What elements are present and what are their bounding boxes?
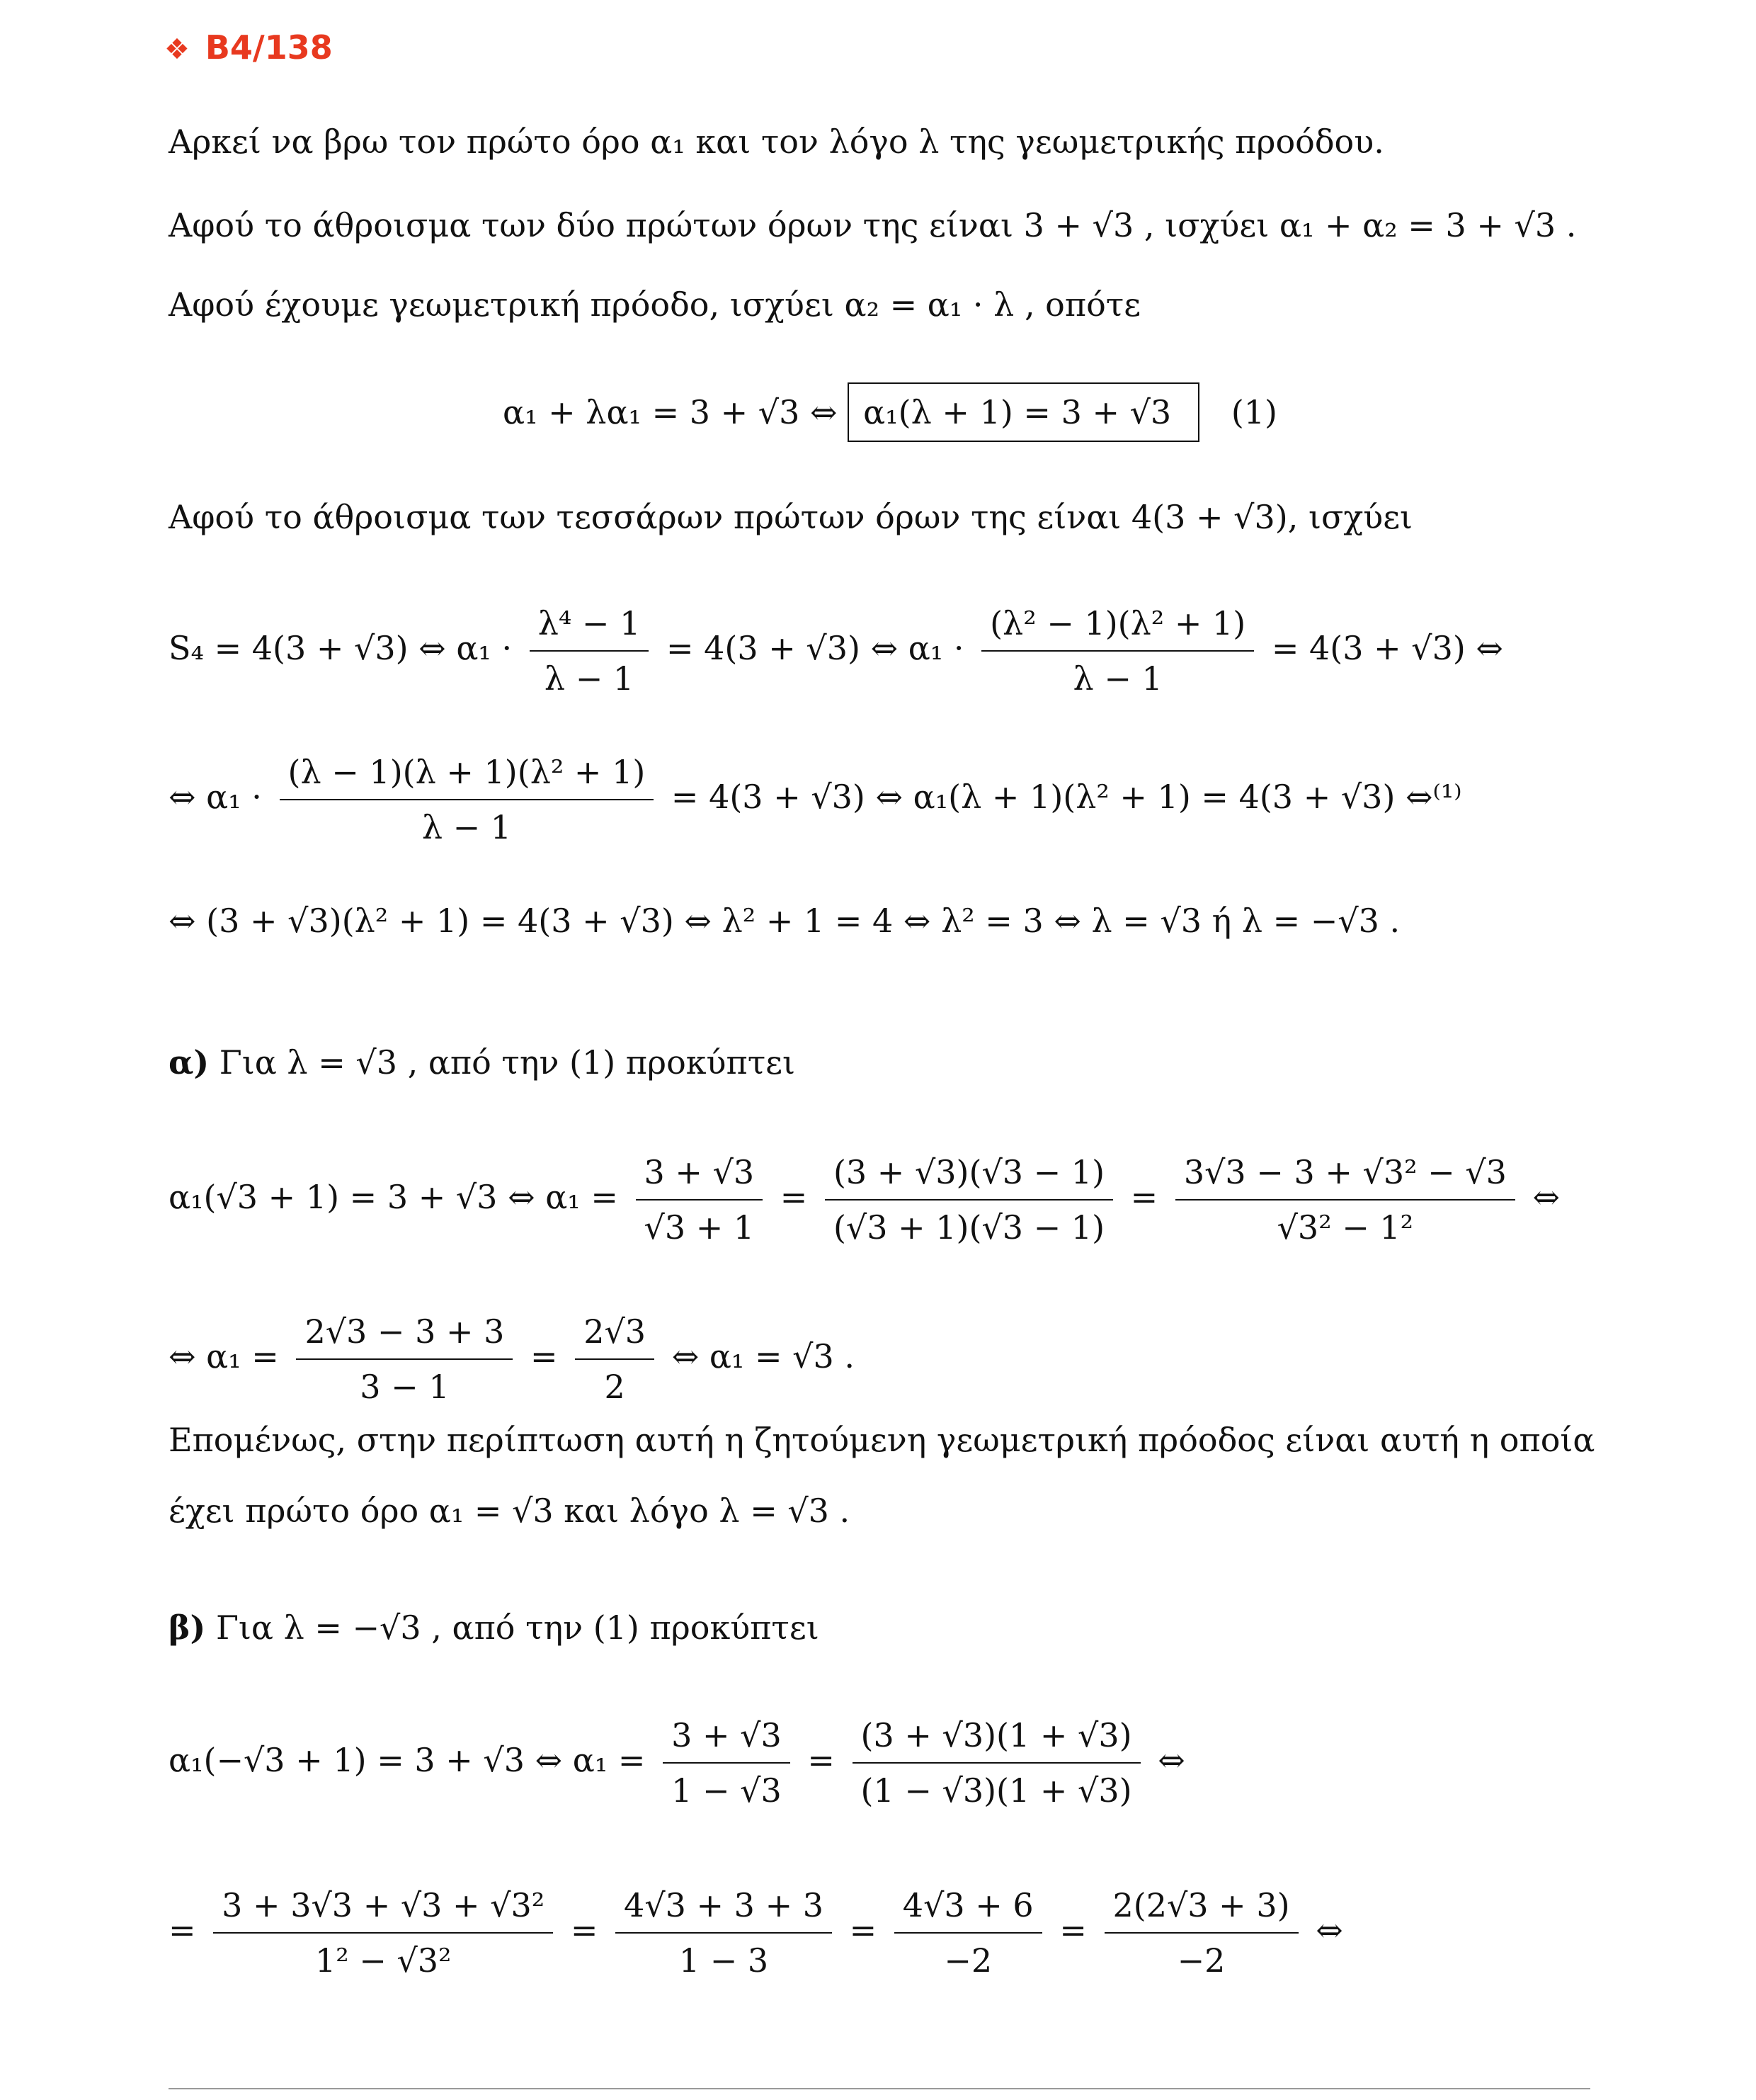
footer-divider — [169, 2088, 1590, 2089]
iff-symbol: ⇔ — [1158, 1741, 1185, 1779]
fraction-denominator: λ − 1 — [544, 659, 634, 698]
sum-formula-row — [169, 602, 1503, 700]
equals-sign: = — [807, 1741, 835, 1779]
fraction-numerator: λ⁴ − 1 — [530, 602, 649, 652]
equation-1-row — [503, 382, 1277, 442]
fraction — [615, 1884, 832, 1982]
fraction — [1175, 1151, 1515, 1249]
fraction — [663, 1714, 790, 1812]
fraction — [213, 1884, 553, 1982]
fraction — [981, 602, 1254, 700]
math-segment: ⇔ α₁ = √3 . — [671, 1337, 855, 1375]
sum-four-terms-line: Αφού το άθροισμα των τεσσάρων πρώτων όρων της είναι 4(3 + √3), ισχύει — [169, 498, 1413, 536]
math-segment: = 4(3 + √3) ⇔ α₁(λ + 1)(λ² + 1) = 4(3 + √3) ⇔⁽¹⁾ — [671, 778, 1462, 816]
geometric-relation-line: Αφού έχουμε γεωμετρική πρόοδο, ισχύει α₂ = α₁ · λ , οπότε — [169, 285, 1141, 324]
case-a-result-row — [169, 1310, 855, 1408]
case-b-text: Για λ = −√3 , από την (1) προκύπτει — [215, 1608, 819, 1647]
equals-sign: = — [530, 1337, 558, 1375]
fraction-numerator: 3√3 − 3 + √3² − √3 — [1175, 1151, 1515, 1201]
sum-two-terms-line: Αφού το άθροισμα των δύο πρώτων όρων της είναι 3 + √3 , ισχύει α₁ + α₂ = 3 + √3 . — [169, 206, 1577, 244]
fraction-denominator: 1 − √3 — [671, 1771, 782, 1810]
fraction — [825, 1151, 1113, 1249]
fraction — [296, 1310, 513, 1408]
equals-sign: = — [570, 1911, 598, 1949]
simplification-row — [169, 751, 1462, 848]
equals-sign: = — [849, 1911, 877, 1949]
equals-sign: = — [780, 1178, 808, 1216]
fraction — [575, 1310, 654, 1408]
case-a-conclusion-line-1: Επομένως, στην περίπτωση αυτή η ζητούμενη γεωμετρική πρόοδος είναι αυτή η οποία — [169, 1421, 1595, 1459]
iff-symbol: ⇔ — [1316, 1911, 1343, 1949]
case-a-conclusion-line-2: έχει πρώτο όρο α₁ = √3 και λόγο λ = √3 . — [169, 1492, 850, 1530]
fraction-denominator: λ − 1 — [1073, 659, 1163, 698]
fraction-denominator: √3² − 1² — [1277, 1208, 1414, 1247]
fraction-denominator: 1² − √3² — [314, 1941, 452, 1980]
fraction — [853, 1714, 1141, 1812]
intro-line: Αρκεί να βρω τον πρώτο όρο α₁ και τον λόγο λ της γεωμετρικής προόδου. — [169, 123, 1384, 161]
case-a-label: α) — [169, 1043, 210, 1082]
fraction-denominator: −2 — [1177, 1941, 1226, 1980]
equation-1-tag: (1) — [1231, 393, 1277, 431]
fraction-numerator: 4√3 + 6 — [894, 1884, 1042, 1934]
fraction-denominator: (1 − √3)(1 + √3) — [860, 1771, 1132, 1810]
iff-symbol: ⇔ — [1532, 1178, 1561, 1216]
math-segment: ⇔ α₁ = — [169, 1337, 279, 1375]
fraction-numerator: 3 + 3√3 + √3 + √3² — [213, 1884, 553, 1934]
case-a-text: Για λ = √3 , από την (1) προκύπτει — [219, 1043, 796, 1082]
equation-1-boxed: α₁(λ + 1) = 3 + √3 — [848, 382, 1199, 442]
fraction-denominator: λ − 1 — [421, 808, 512, 846]
math-segment: α₁(√3 + 1) = 3 + √3 ⇔ α₁ = — [169, 1178, 618, 1216]
fraction-denominator: 1 − 3 — [678, 1941, 769, 1980]
fraction-numerator: 4√3 + 3 + 3 — [615, 1884, 832, 1934]
equals-sign: = — [169, 1911, 196, 1949]
equals-sign: = — [1059, 1911, 1087, 1949]
fraction — [280, 751, 654, 848]
math-segment: ⇔ α₁ · — [169, 778, 262, 816]
math-segment: = 4(3 + √3) ⇔ α₁ · — [666, 629, 964, 667]
fraction-numerator: (3 + √3)(√3 − 1) — [825, 1151, 1113, 1201]
case-b-label: β) — [169, 1608, 206, 1647]
fraction-denominator: (√3 + 1)(√3 − 1) — [833, 1208, 1105, 1247]
fraction-numerator: 2(2√3 + 3) — [1105, 1884, 1299, 1934]
case-b-simplification-row — [169, 1884, 1343, 1982]
fraction-denominator: 2 — [604, 1368, 625, 1406]
equals-sign: = — [1130, 1178, 1158, 1216]
fraction-numerator: 3 + √3 — [663, 1714, 790, 1764]
case-b-heading — [169, 1606, 819, 1649]
diamond-bullet-icon: ❖ — [164, 33, 190, 66]
fraction-numerator: 3 + √3 — [636, 1151, 763, 1201]
fraction-numerator: (λ − 1)(λ + 1)(λ² + 1) — [280, 751, 654, 800]
fraction — [1105, 1884, 1299, 1982]
fraction-denominator: 3 − 1 — [360, 1368, 450, 1406]
case-a-derivation-row — [169, 1151, 1560, 1249]
case-a-heading — [169, 1041, 795, 1084]
case-b-derivation-row — [169, 1714, 1185, 1812]
lambda-solution-row: ⇔ (3 + √3)(λ² + 1) = 4(3 + √3) ⇔ λ² + 1 = 4 ⇔ λ² = 3 ⇔ λ = √3 ή λ = −√3 . — [169, 902, 1401, 940]
fraction — [636, 1151, 763, 1249]
fraction — [894, 1884, 1042, 1982]
fraction-numerator: (λ² − 1)(λ² + 1) — [981, 602, 1254, 652]
equation-1-left: α₁ + λα₁ = 3 + √3 ⇔ — [503, 393, 838, 431]
fraction-denominator: √3 + 1 — [644, 1208, 755, 1247]
fraction-numerator: 2√3 — [575, 1310, 654, 1360]
fraction-numerator: (3 + √3)(1 + √3) — [853, 1714, 1141, 1764]
fraction-numerator: 2√3 − 3 + 3 — [296, 1310, 513, 1360]
math-segment: = 4(3 + √3) ⇔ — [1271, 629, 1503, 667]
fraction — [530, 602, 649, 700]
math-segment: α₁(−√3 + 1) = 3 + √3 ⇔ α₁ = — [169, 1741, 646, 1779]
section-label: B4/138 — [205, 28, 333, 67]
section-header — [164, 28, 333, 67]
math-segment: S₄ = 4(3 + √3) ⇔ α₁ · — [169, 629, 513, 667]
fraction-denominator: −2 — [944, 1941, 993, 1980]
